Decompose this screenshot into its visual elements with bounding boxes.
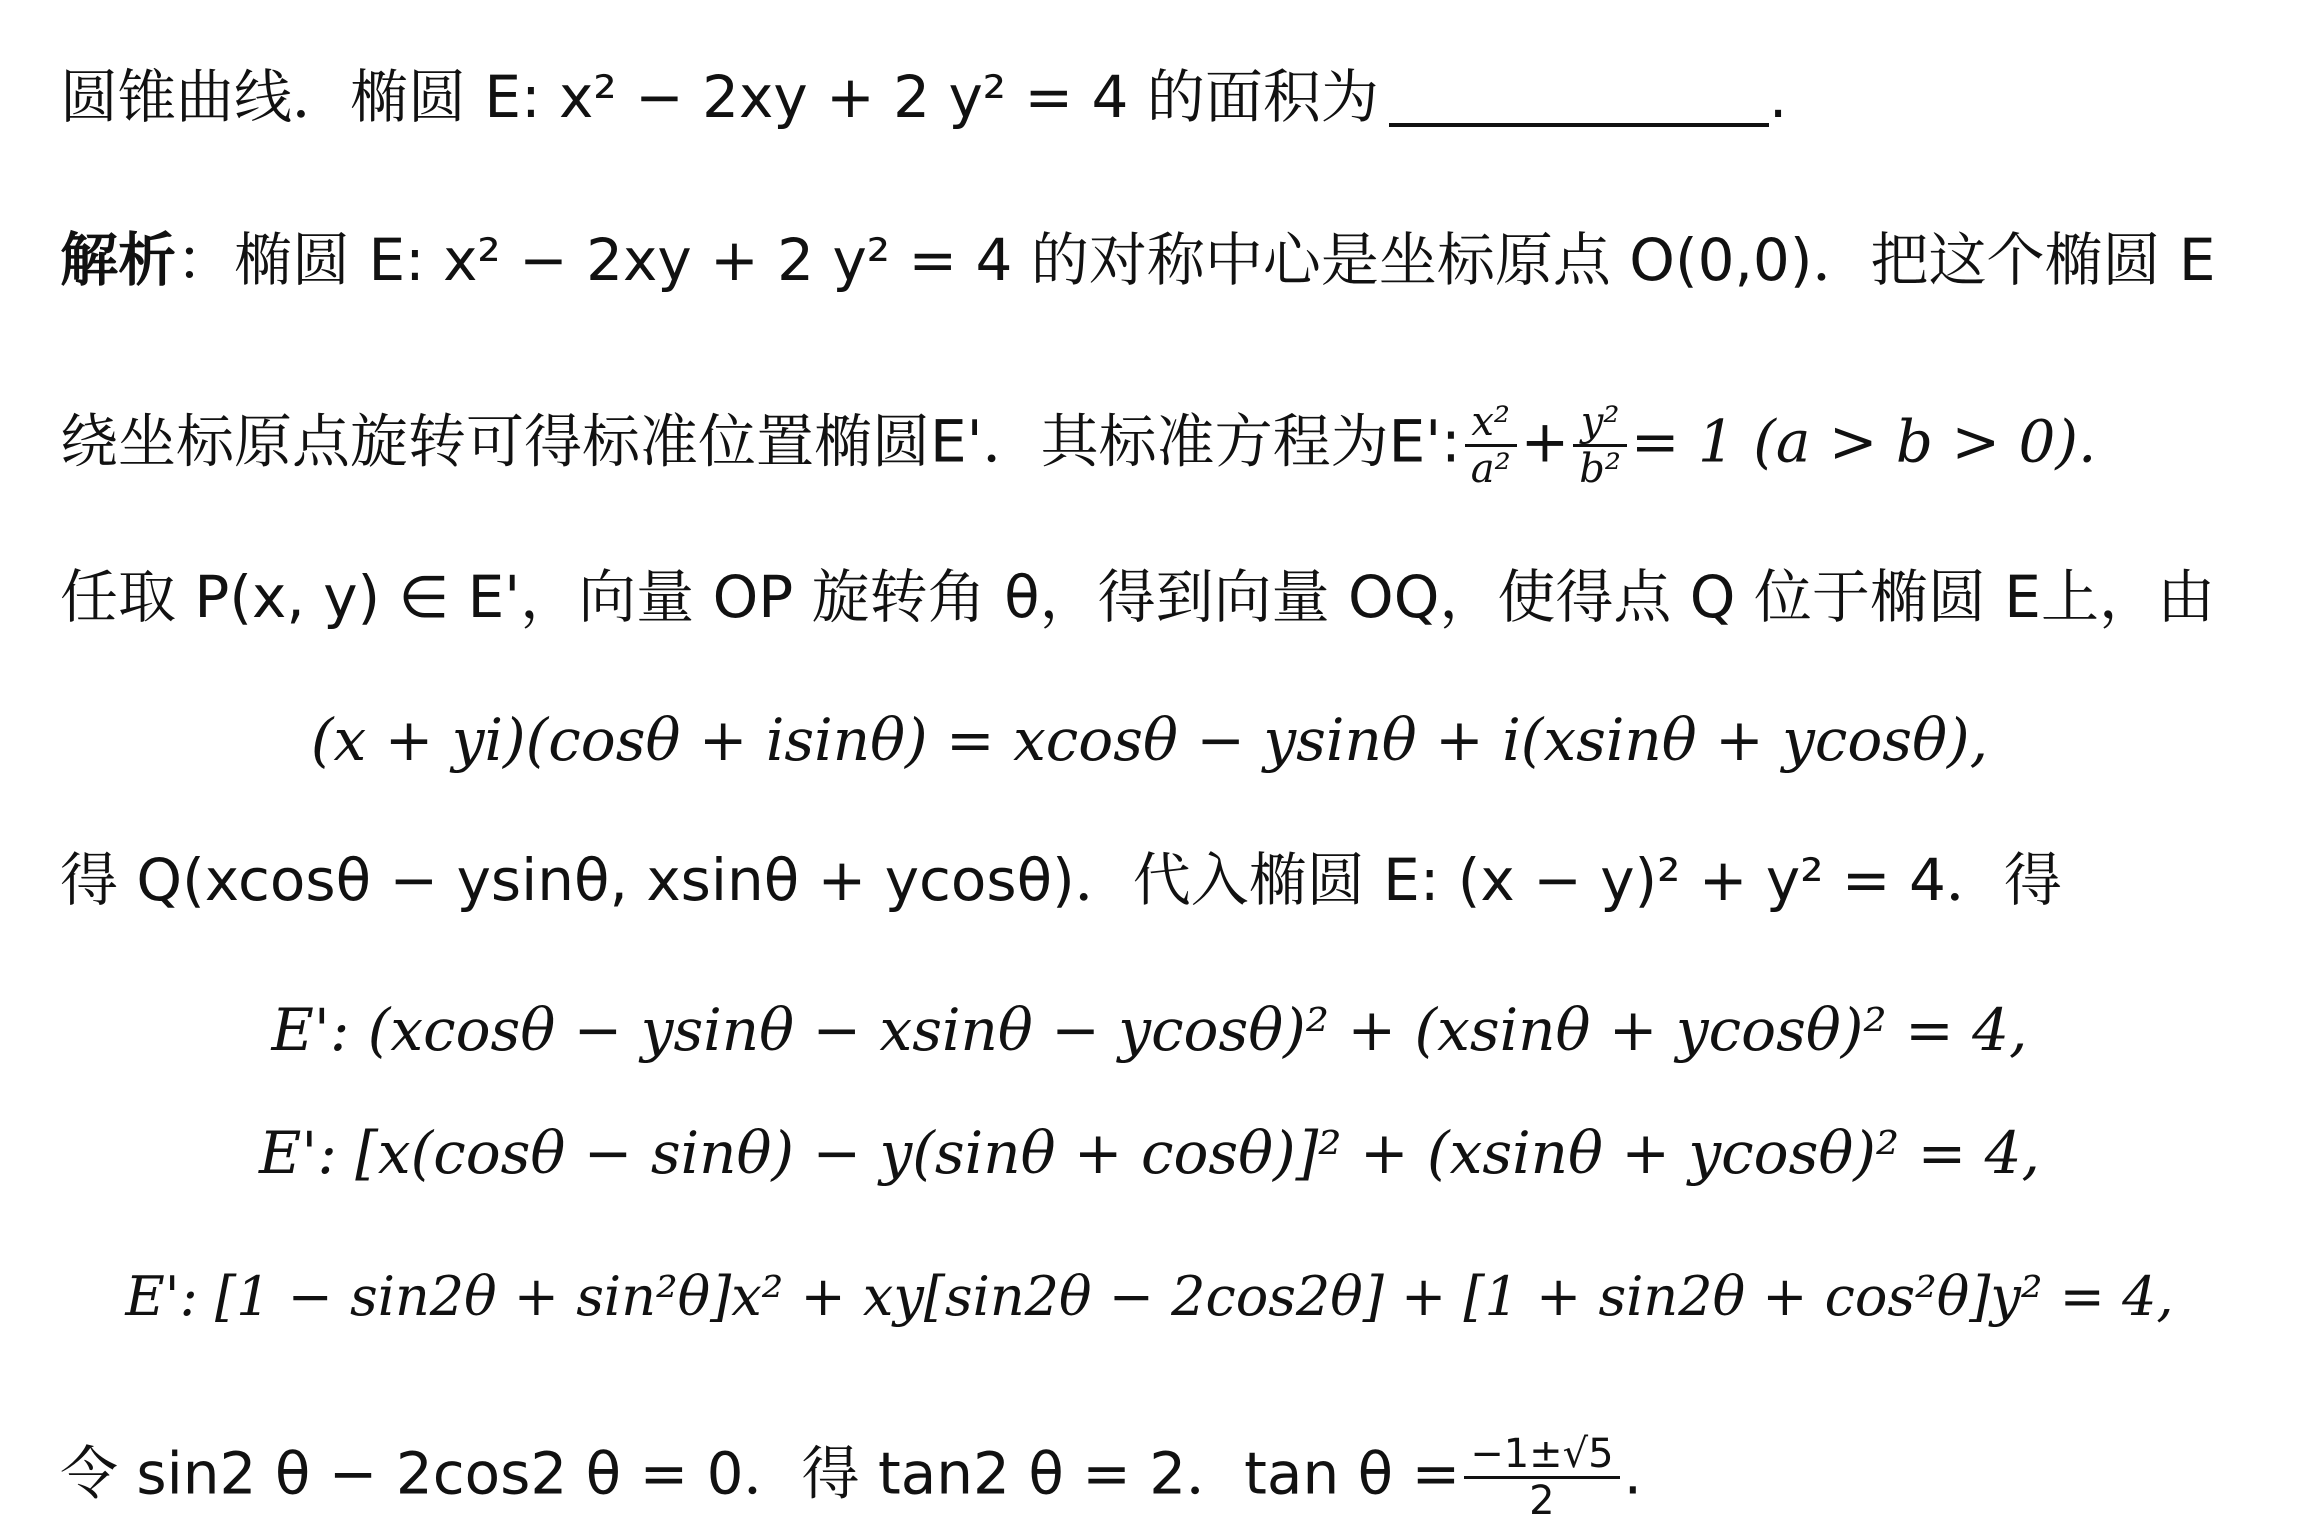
solution-line-1-text: ：椭圆 E: x² − 2xy + 2 y² = 4 的对称中心是坐标原点 O(0,0)．把这个椭圆 E [176, 226, 2216, 294]
answer-blank [1389, 123, 1769, 127]
solution-line-3-text: 任取 P(x, y) ∈ E'，向量 OP 旋转角 θ，得到向量 OQ，使得点 Q 位于椭圆 E上，由 [60, 563, 2215, 631]
solution-line-5-text: 令 sin2 θ − 2cos2 θ = 0．得 tan2 θ = 2．tan θ = [60, 1439, 1461, 1508]
fraction-tan-result [1464, 1432, 1619, 1523]
equation-2: E': (xcosθ − ysinθ − xsinθ − ycosθ)² + (xsinθ + ycosθ)² = 4, [271, 996, 2028, 1064]
fraction-y-numerator: y² [1573, 400, 1627, 447]
problem-text: 圆锥曲线．椭圆 E: x² − 2xy + 2 y² = 4 的面积为 [60, 63, 1379, 131]
problem-statement [60, 62, 1787, 132]
fraction-x-over-a [1465, 400, 1517, 491]
solution-line-3 [60, 562, 2215, 632]
fraction-tan-denominator: 2 [1529, 1478, 1555, 1524]
equation-substitution-1 [0, 995, 2299, 1065]
fraction-y-denominator: b² [1579, 446, 1621, 492]
solution-line-4-text: 得 Q(xcosθ − ysinθ, xsinθ + ycosθ)．代入椭圆 E: (x − y)² + y² = 4．得 [60, 846, 2062, 914]
fraction-x-denominator: a² [1470, 446, 1511, 492]
solution-line-2-tail: = 1 (a > b > 0). [1630, 407, 2097, 476]
solution-label: 解析 [60, 226, 177, 294]
fraction-tan-numerator: −1±√5 [1464, 1432, 1619, 1479]
solution-line-4 [60, 845, 2062, 915]
fraction-y-over-b [1573, 400, 1627, 491]
equation-1: (x + yi)(cosθ + isinθ) = xcosθ − ysinθ + i(xsinθ + ycosθ), [310, 706, 1989, 774]
fraction-x-numerator: x² [1465, 400, 1517, 447]
solution-line-5 [60, 1432, 1642, 1523]
solution-line-5-end: . [1623, 1439, 1643, 1508]
equation-4: E': [1 − sin2θ + sin²θ]x² + xy[sin2θ − 2cos2θ] + [1 + sin2θ + cos²θ]y² = 4, [125, 1265, 2174, 1328]
plus-sign: + [1520, 407, 1570, 476]
equation-3: E': [x(cosθ − sinθ) − y(sinθ + cosθ)]² + (xsinθ + ycosθ)² = 4, [259, 1119, 2040, 1187]
equation-expanded [0, 1262, 2299, 1332]
equation-complex-product [0, 705, 2299, 775]
problem-end: . [1768, 63, 1788, 131]
solution-line-1 [60, 225, 2216, 295]
solution-line-2-text: 绕坐标原点旋转可得标准位置椭圆E'．其标准方程为E': [60, 407, 1461, 476]
solution-line-2 [60, 400, 2097, 491]
equation-substitution-2 [0, 1118, 2299, 1188]
